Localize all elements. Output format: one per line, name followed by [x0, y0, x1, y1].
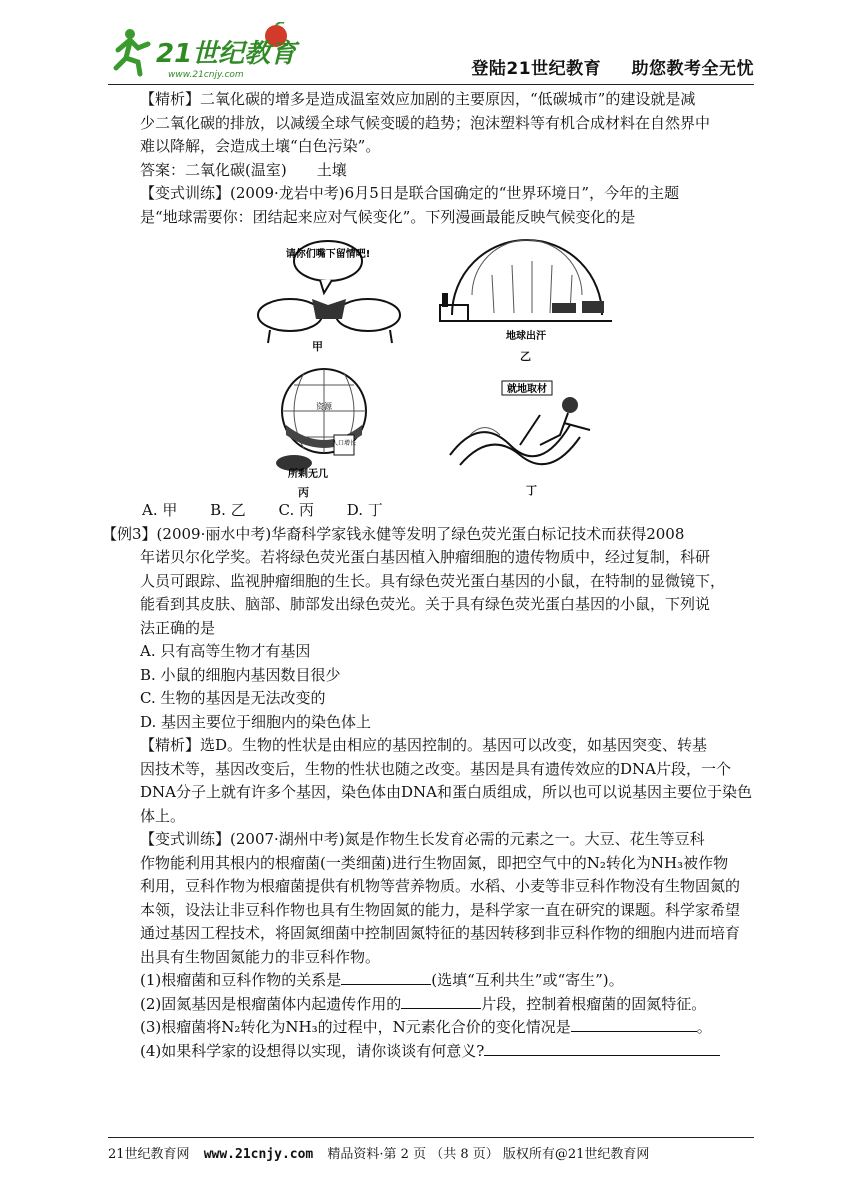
variant-line: 本领，设法让非豆科作物也具有生物固氮的能力，是科学家一直在研究的课题。科学家希望	[140, 900, 741, 919]
label-ding: 丁	[526, 484, 537, 497]
answer-blank[interactable]	[484, 1041, 720, 1056]
example-line: 年诺贝尔化学奖。若将绿色荧光蛋白基因植入肿瘤细胞的遗传物质中，经过复制，科研	[140, 548, 711, 566]
question-3	[140, 1016, 756, 1040]
question-text: (4)如果科学家的设想得以实现，请你谈谈有何意义?	[140, 1041, 485, 1060]
answer-line: 答案：二氧化碳(温室) 土壤	[140, 160, 347, 179]
footer-url[interactable]: www.21cnjy.com	[203, 1147, 314, 1162]
analysis-line: 【精析】选D。生物的性状是由相应的基因控制的。基因可以改变，如基因突变、转基	[140, 736, 708, 754]
example-line: 能看到其皮肤、脑部、肺部发出绿色荧光。关于具有绿色荧光蛋白基因的小鼠，下列说	[140, 595, 711, 613]
analysis-line: 【精析】二氧化碳的增多是造成温室效应加剧的主要原因，“低碳城市”的建设就是减	[140, 90, 696, 108]
options-row	[142, 499, 756, 523]
option-c: C. 丙	[278, 501, 314, 519]
analysis-line: 因技术等，基因改变后，生物的性状也随之改变。基因是具有遗传效应的DNA片段，一个	[140, 759, 731, 778]
analysis-line: 少二氧化碳的排放，以减缓全球气候变暖的趋势；泡沫塑料等有机合成材料在自然界中	[140, 113, 711, 132]
question-text: (1)根瘤菌和豆科作物的关系是	[140, 971, 342, 989]
logo-text: 21世纪教育	[156, 39, 297, 69]
cartoon-ding	[440, 375, 610, 470]
example-line: 人员可跟踪、监视肿瘤细胞的生长。具有绿色荧光蛋白基因的小鼠，在特制的显微镜下，	[140, 571, 726, 590]
svg-text:资源: 资源	[316, 402, 332, 411]
analysis-line: 体上。	[140, 806, 186, 825]
question-text: 。	[696, 1018, 712, 1036]
question-text: (选填“互利共生”或“寄生”)。	[431, 971, 624, 989]
example-line: 【例3】(2009·丽水中考)华裔科学家钱永健等发明了绿色荧光蛋白标记技术而获得2008	[102, 524, 685, 543]
variant-line: 作物能利用其根内的根瘤菌(一类细菌)进行生物固氮，即把空气中的N₂转化为NH₃被作物	[140, 853, 729, 872]
analysis-line: DNA分子上就有许多个基因，染色体由DNA和蛋白质组成，所以也可以说基因主要位于染色	[140, 783, 752, 801]
svg-text:请你们嘴下留情吧!: 请你们嘴下留情吧!	[285, 249, 371, 260]
svg-text:地球出汗: 地球出汗	[506, 331, 546, 342]
page-footer	[108, 1137, 754, 1162]
question-text: 片段，控制着根瘤菌的固氮特征。	[481, 994, 707, 1013]
label-yi: 乙	[520, 350, 531, 363]
svg-text:人口增长: 人口增长	[331, 440, 357, 447]
svg-text:所剩无几: 所剩无几	[288, 469, 328, 480]
cartoon-jia	[250, 235, 410, 360]
question-text: (2)固氮基因是根瘤菌体内起遗传作用的	[140, 994, 402, 1013]
label-bing: 丙	[298, 486, 309, 499]
svg-text:就地取材: 就地取材	[507, 384, 547, 395]
option-d: D. 丁	[346, 501, 383, 519]
choice-a: A. 只有高等生物才有基因	[140, 642, 311, 660]
option-a: A. 甲	[142, 501, 178, 519]
cartoon-figure	[250, 235, 630, 499]
document-body	[102, 88, 756, 1063]
answer-blank[interactable]	[341, 970, 431, 985]
variant-line: 利用，豆科作物为根瘤菌提供有机物等营养物质。水稻、小麦等非豆科作物没有生物固氮的	[140, 877, 741, 895]
logo	[108, 22, 308, 82]
footer-info: 精品资料·第 2 页 （共 8 页） 版权所有@21世纪教育网	[327, 1147, 650, 1162]
footer-site: 21世纪教育网	[108, 1147, 190, 1162]
question-1	[140, 969, 756, 993]
logo-url: www.21cnjy.com	[168, 70, 244, 80]
cartoon-bing	[264, 365, 394, 490]
header-rule	[108, 84, 754, 85]
question-2	[140, 993, 756, 1017]
choice-c: C. 生物的基因是无法改变的	[140, 689, 326, 707]
slogan-left: 登陆21世纪教育	[471, 59, 602, 79]
label-jia: 甲	[312, 340, 323, 353]
cartoon-yi	[432, 235, 622, 347]
choice-d: D. 基因主要位于细胞内的染色体上	[140, 712, 372, 731]
running-man-icon	[116, 29, 148, 74]
answer-blank[interactable]	[401, 994, 481, 1009]
variant-line: 【变式训练】(2009·龙岩中考)6月5日是联合国确定的“世界环境日”，今年的主题	[140, 184, 680, 202]
option-b: B. 乙	[210, 501, 246, 519]
slogan-right: 助您教考全无忧	[631, 59, 754, 79]
example-line: 法正确的是	[140, 618, 216, 637]
variant-line: 出具有生物固氮能力的非豆科作物。	[140, 947, 381, 966]
variant-line: 是“地球需要你：团结起来应对气候变化”。下列漫画最能反映气候变化的是	[140, 207, 636, 226]
variant-line: 【变式训练】(2007·湖州中考)氮是作物生长发育必需的元素之一。大豆、花生等豆科	[140, 830, 705, 848]
header-slogan	[447, 54, 754, 79]
question-4	[140, 1040, 756, 1064]
answer-blank[interactable]	[571, 1017, 697, 1032]
question-text: (3)根瘤菌将N₂转化为NH₃的过程中，N元素化合价的变化情况是	[140, 1018, 571, 1036]
variant-line: 通过基因工程技术，将固氮细菌中控制固氮特征的基因转移到非豆科作物的细胞内进而培育	[140, 924, 741, 942]
analysis-line: 难以降解，会造成土壤“白色污染”。	[140, 137, 381, 155]
choice-b: B. 小鼠的细胞内基因数目很少	[140, 665, 341, 684]
page-header	[108, 22, 754, 84]
